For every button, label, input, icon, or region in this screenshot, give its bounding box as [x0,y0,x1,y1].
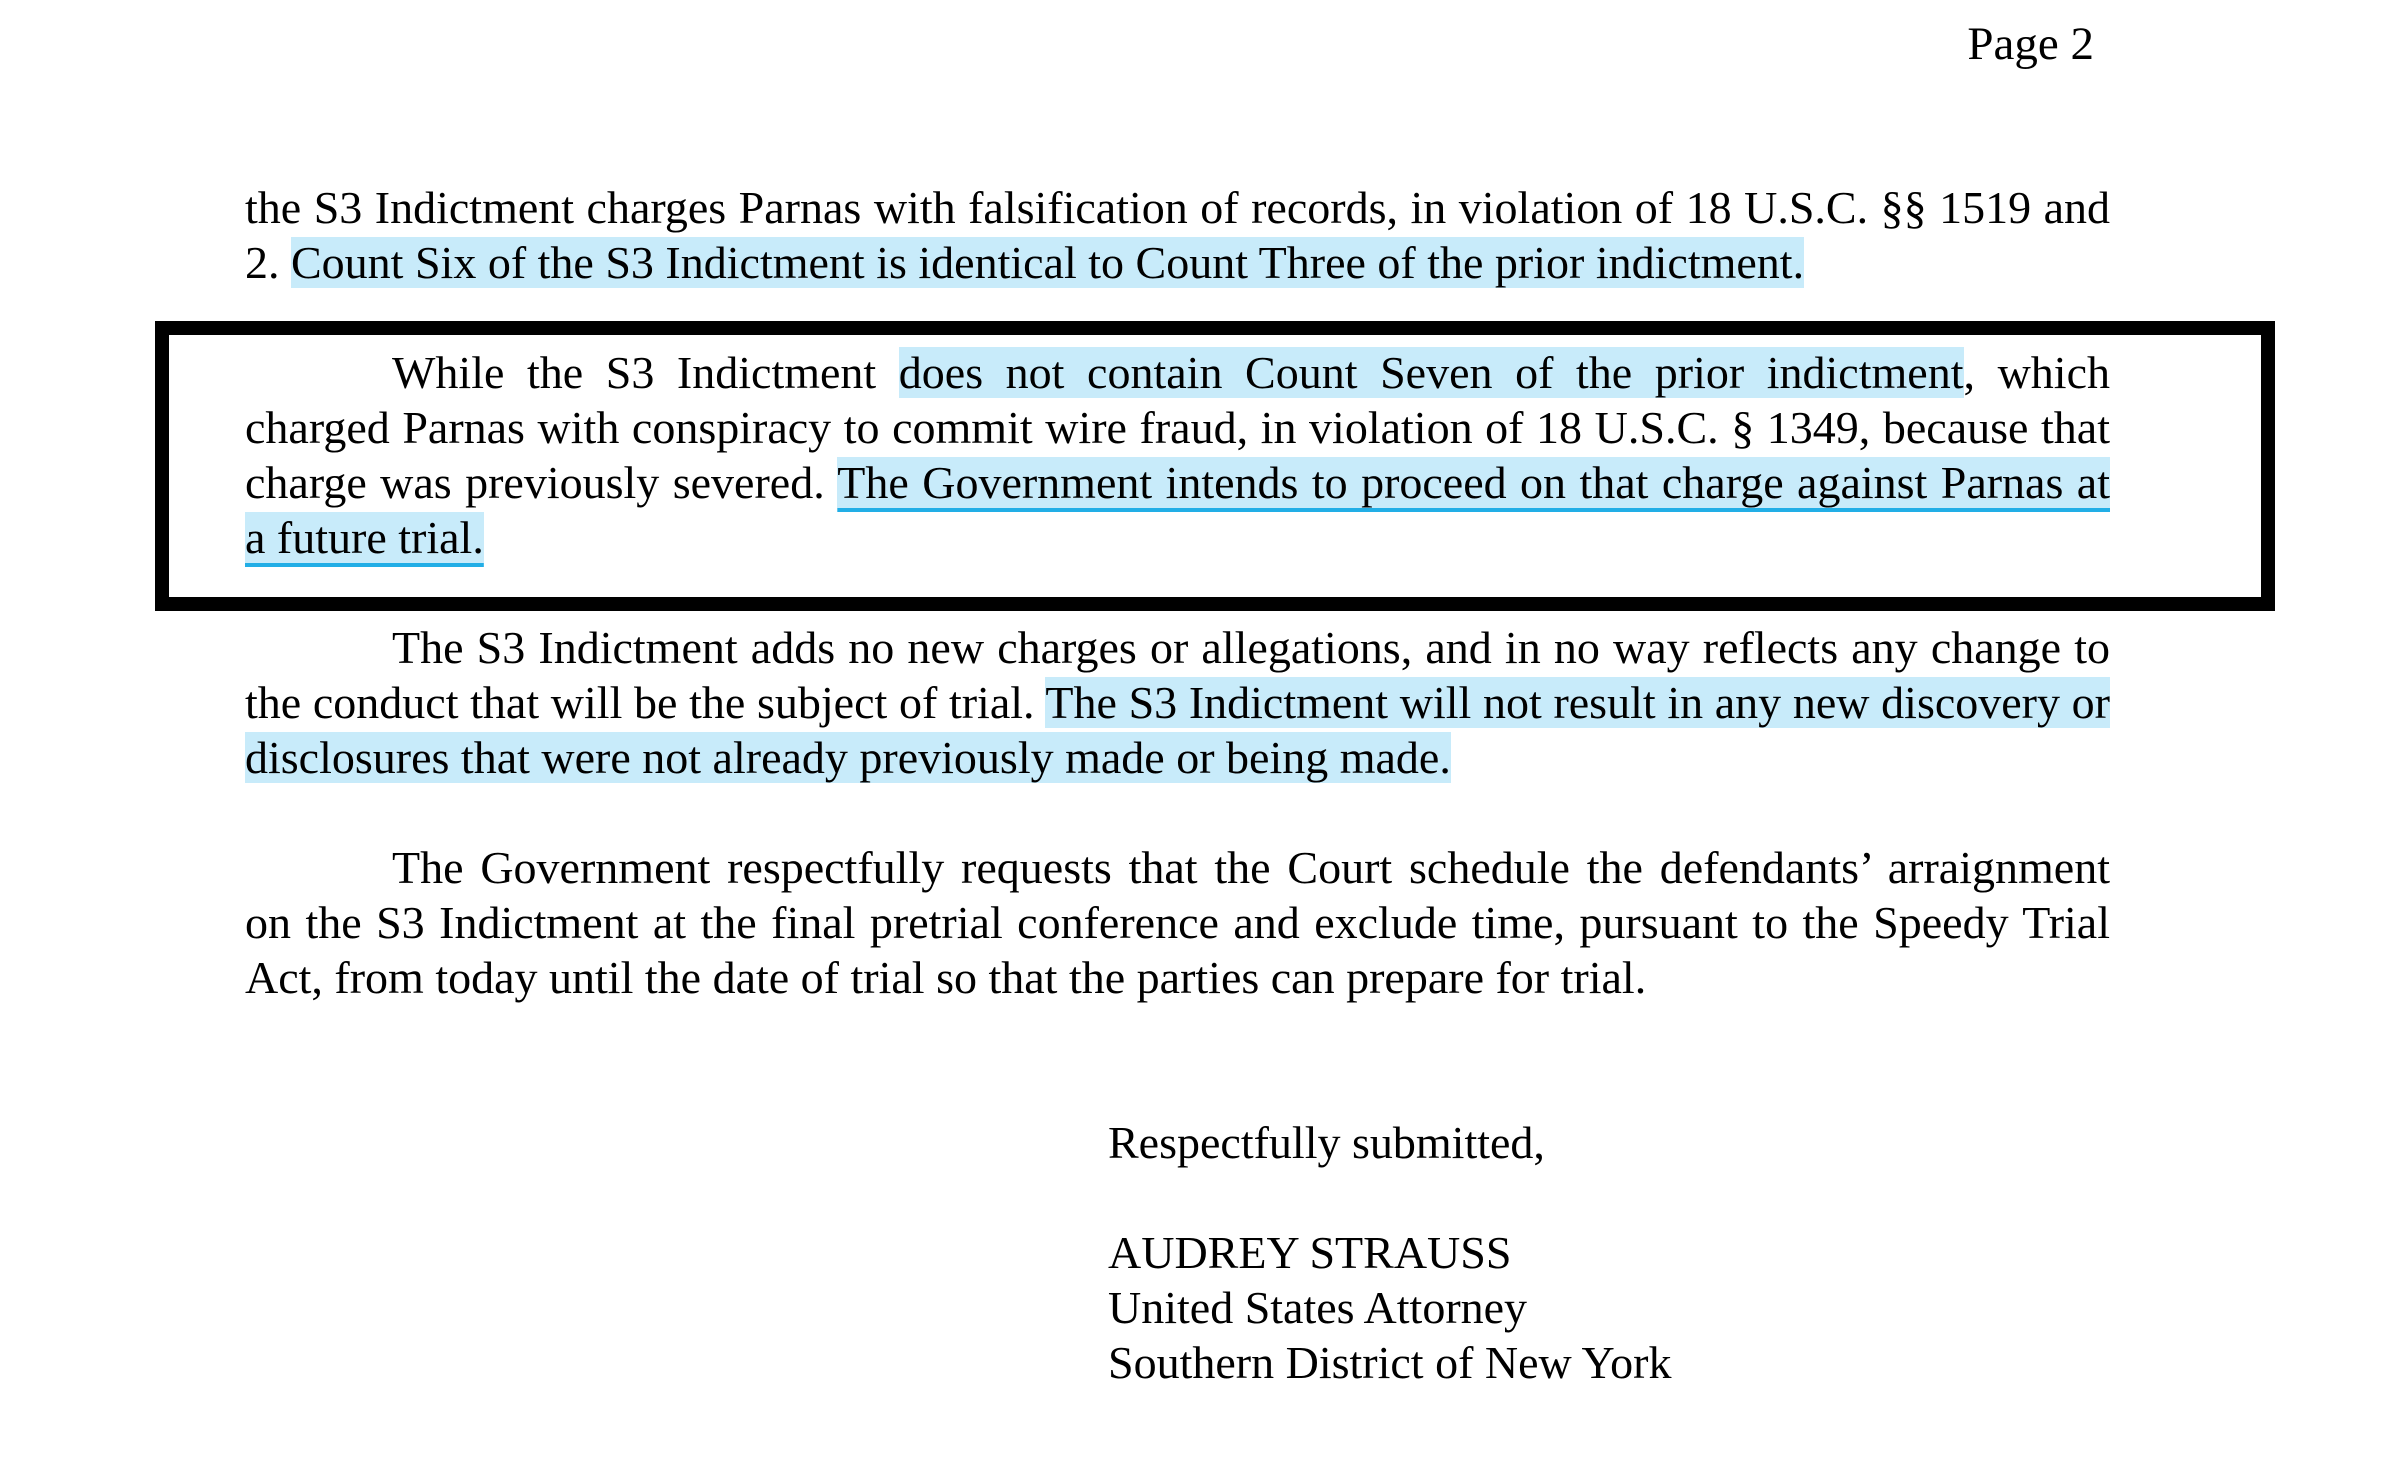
paragraph-text: , which charged Parnas with conspiracy to commit wire fraud, in violation of 18 U.S.C. § 1349, because that charge was previously severed. [245,347,2110,508]
paragraph-text: The S3 Indictment adds no new charges or allegations, and in no way reflects any change to the conduct that will be the subject of trial. [245,622,2110,728]
signature-name: AUDREY STRAUSS [1108,1227,1512,1278]
paragraph-no-new-charges [245,620,2110,785]
highlighted-text[interactable]: Count Six of the S3 Indictment is identical to Count Three of the prior indictment [291,237,1793,288]
paragraph-count-six [245,180,2110,290]
page-number: Page 2 [1967,18,2094,70]
signature-closing: Respectfully submitted, [1108,1117,1545,1168]
signature-office: Southern District of New York [1108,1337,1672,1388]
highlighted-text[interactable]: does not contain Count Seven of the prior indictment [898,347,1964,398]
signature-title: United States Attorney [1108,1282,1528,1333]
signature-block [1108,1115,1671,1390]
highlighted-text[interactable]: The S3 Indictment will not result in any new discovery or disclosures that were not already previously made or being made. [245,677,2110,783]
paragraph-text: While the S3 Indictment [392,347,899,398]
highlighted-underlined-text[interactable]: The Government intends to proceed on that charge against Parnas at a future trial. [245,457,2110,563]
signature-gap [1108,1170,1671,1225]
highlighted-text-period[interactable]: . [1792,237,1805,288]
paragraph-text: the S3 Indictment charges Parnas with falsification of records, in violation of 18 U.S.C. §§ 1519 and 2. [245,182,2110,288]
paragraph-request [245,840,2110,1005]
paragraph-text: The Government respectfully requests that the Court schedule the defendants’ arraignment on the S3 Indictment at the final pretrial conference and exclude time, pursuant to the Speedy Trial Act, from today until the date of trial so that the parties can prepare for trial. [245,842,2110,1003]
paragraph-count-seven [245,345,2110,565]
